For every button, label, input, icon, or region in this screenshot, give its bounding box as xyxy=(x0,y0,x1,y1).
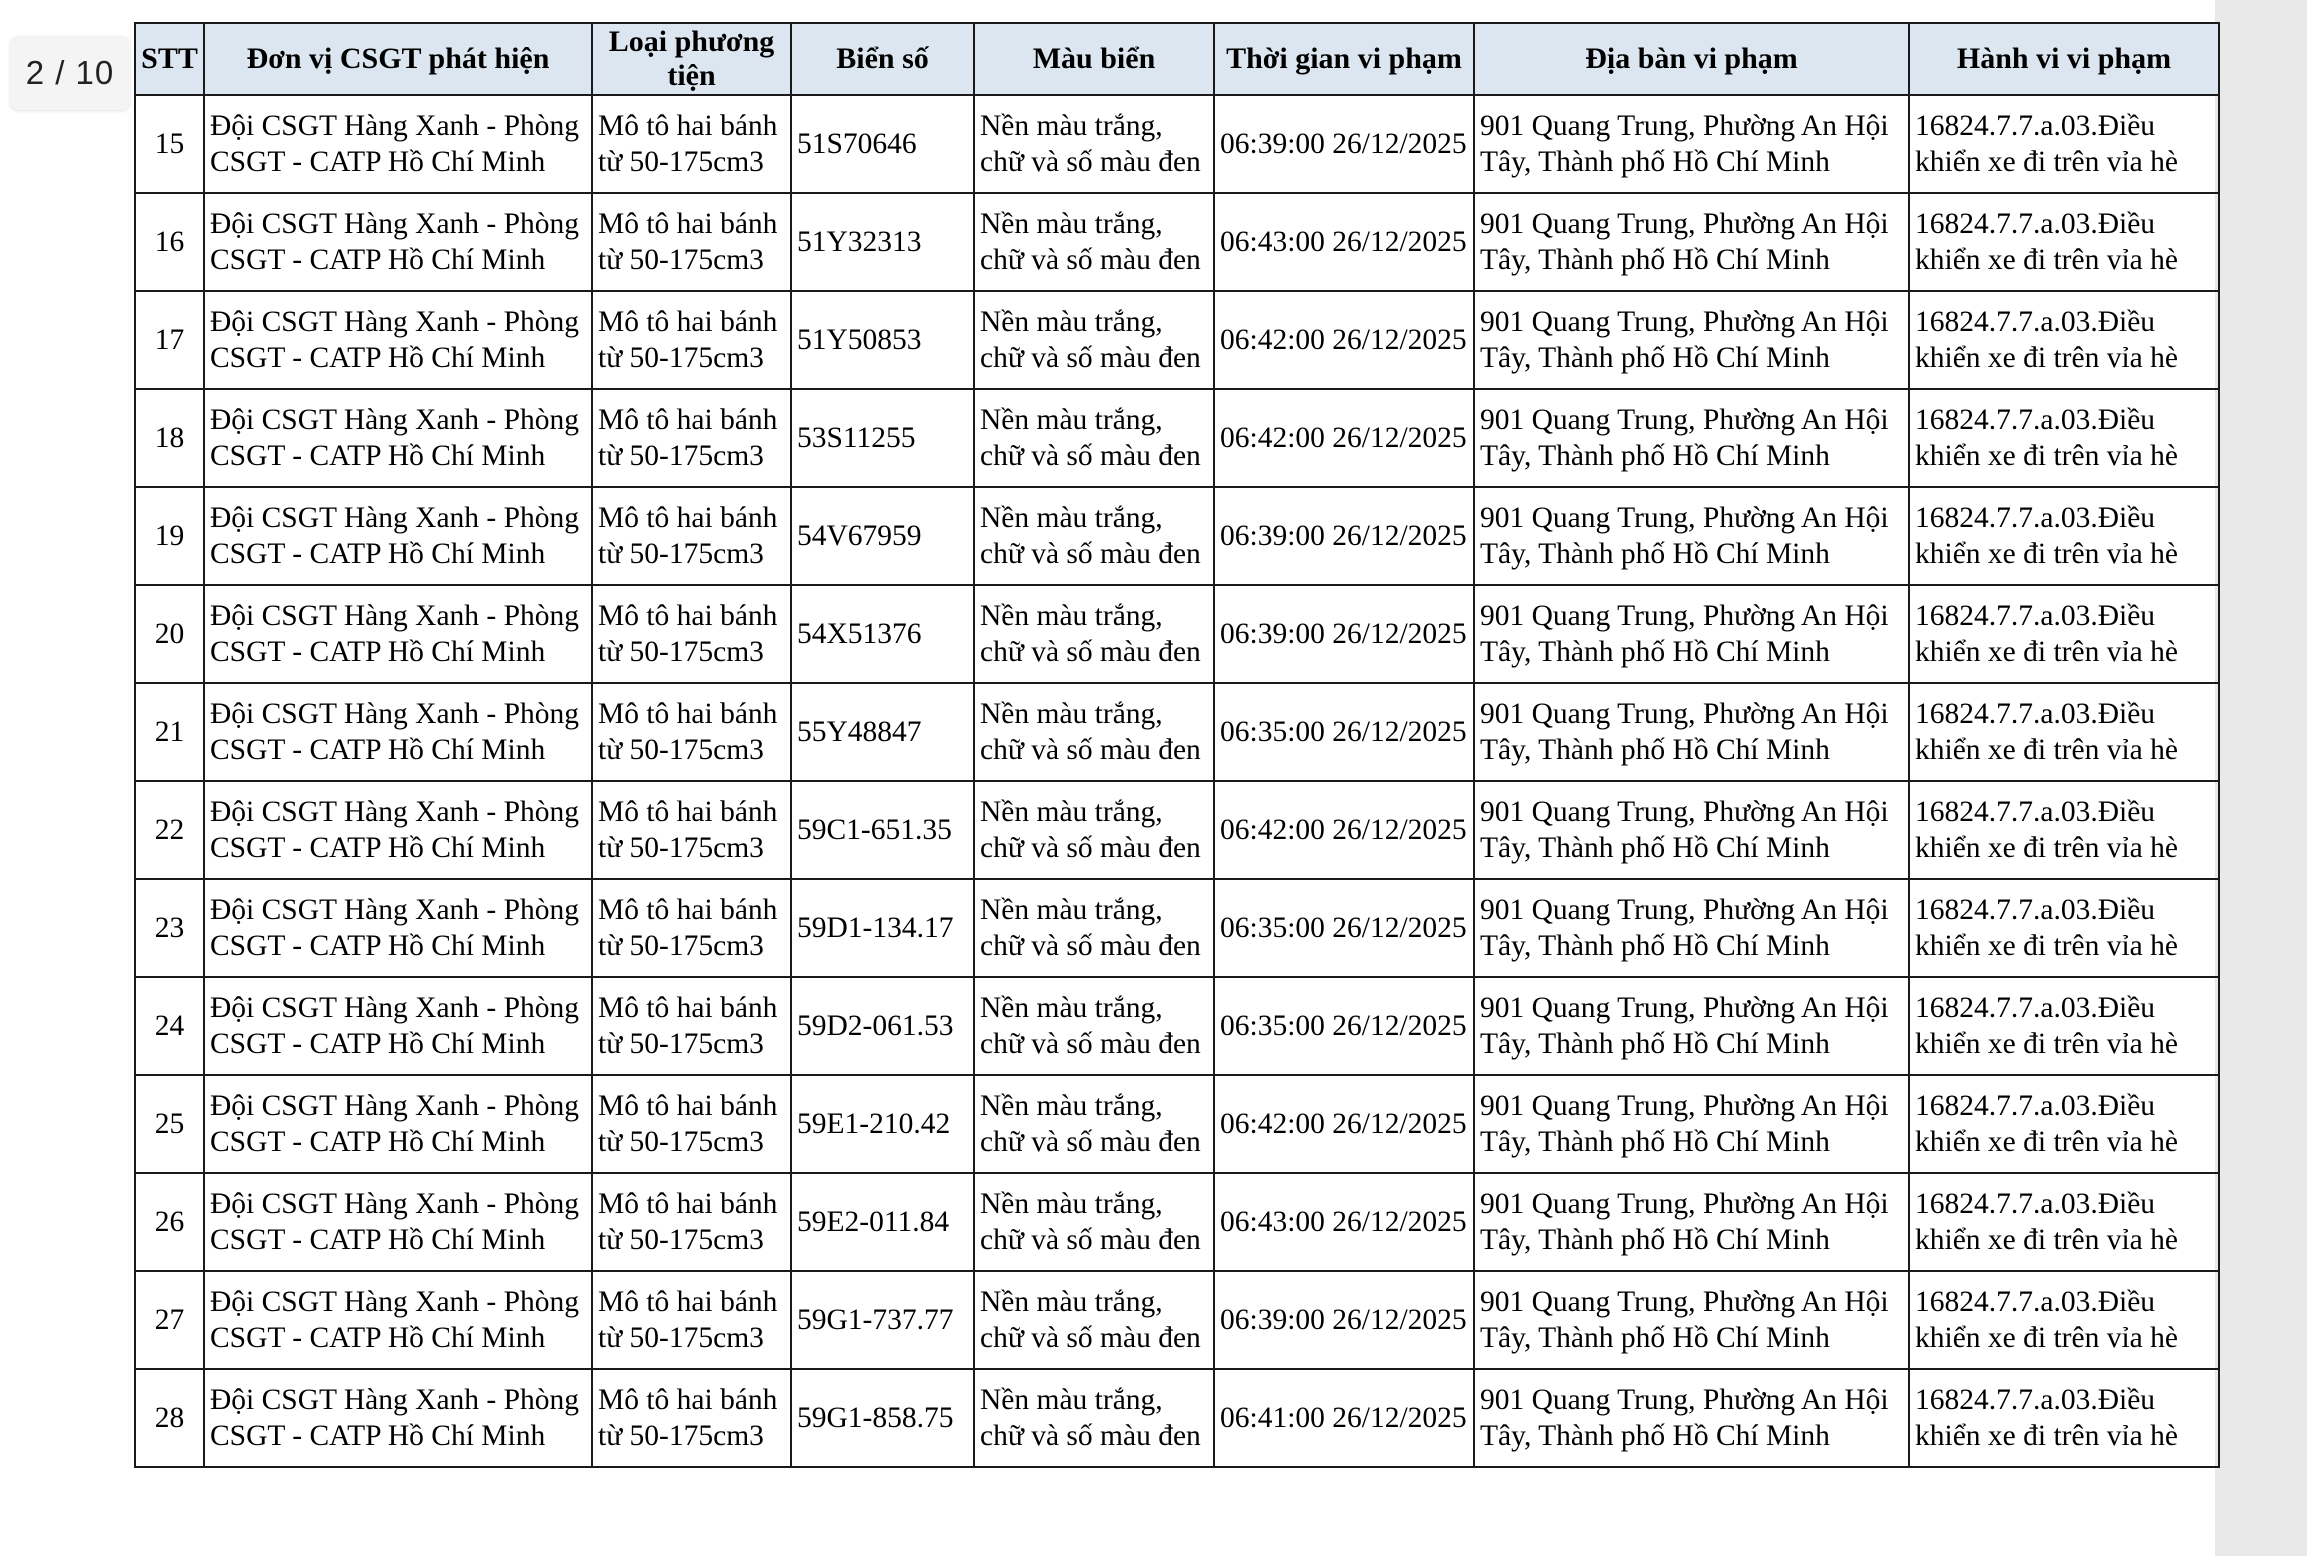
cell-violation-line: khiển xe đi trên vỉa hè xyxy=(1915,440,2178,472)
cell-violation xyxy=(1909,781,2219,879)
cell-location xyxy=(1474,193,1909,291)
cell-plate-color xyxy=(974,977,1214,1075)
cell-unit-line: Đội CSGT Hàng Xanh - Phòng xyxy=(210,796,580,828)
cell-violation xyxy=(1909,585,2219,683)
table-row xyxy=(135,585,2219,683)
cell-location-line: 901 Quang Trung, Phường An Hội xyxy=(1480,502,1889,534)
cell-location-line: Tây, Thành phố Hồ Chí Minh xyxy=(1480,1028,1830,1060)
cell-location-line: Tây, Thành phố Hồ Chí Minh xyxy=(1480,342,1830,374)
cell-vehicle-type-line: Mô tô hai bánh xyxy=(598,992,778,1024)
cell-stt: 23 xyxy=(135,879,204,977)
cell-vehicle-type-line: từ 50-175cm3 xyxy=(598,1322,764,1354)
cell-vehicle-type-line: từ 50-175cm3 xyxy=(598,1126,764,1158)
cell-violation-time: 06:35:00 26/12/2025 xyxy=(1214,879,1474,977)
cell-unit-line: CSGT - CATP Hồ Chí Minh xyxy=(210,1420,546,1452)
cell-location-line: Tây, Thành phố Hồ Chí Minh xyxy=(1480,1224,1830,1256)
cell-vehicle-type-line: Mô tô hai bánh xyxy=(598,698,778,730)
cell-vehicle-type xyxy=(592,977,791,1075)
cell-location-line: 901 Quang Trung, Phường An Hội xyxy=(1480,600,1889,632)
cell-vehicle-type-line: từ 50-175cm3 xyxy=(598,440,764,472)
cell-violation-line: 16824.7.7.a.03.Điều xyxy=(1915,1384,2156,1416)
cell-plate-color xyxy=(974,291,1214,389)
cell-vehicle-type-line: Mô tô hai bánh xyxy=(598,306,778,338)
cell-unit-line: CSGT - CATP Hồ Chí Minh xyxy=(210,440,546,472)
cell-unit xyxy=(204,1271,592,1369)
cell-plate-color-line: chữ và số màu đen xyxy=(980,1322,1201,1354)
cell-unit-line: CSGT - CATP Hồ Chí Minh xyxy=(210,1322,546,1354)
cell-plate-color-line: Nền màu trắng, xyxy=(980,600,1163,632)
table-row xyxy=(135,1369,2219,1467)
cell-unit-line: Đội CSGT Hàng Xanh - Phòng xyxy=(210,1188,580,1220)
cell-vehicle-type xyxy=(592,683,791,781)
table-body xyxy=(135,95,2219,1467)
cell-plate-color-line: Nền màu trắng, xyxy=(980,1286,1163,1318)
table-row xyxy=(135,291,2219,389)
cell-location xyxy=(1474,291,1909,389)
cell-unit xyxy=(204,487,592,585)
cell-stt: 24 xyxy=(135,977,204,1075)
cell-plate: 53S11255 xyxy=(791,389,974,487)
cell-plate-color-line: chữ và số màu đen xyxy=(980,636,1201,668)
cell-violation xyxy=(1909,487,2219,585)
table-row xyxy=(135,1173,2219,1271)
cell-unit-line: CSGT - CATP Hồ Chí Minh xyxy=(210,538,546,570)
cell-unit-line: Đội CSGT Hàng Xanh - Phòng xyxy=(210,208,580,240)
cell-violation xyxy=(1909,1173,2219,1271)
cell-plate: 59D1-134.17 xyxy=(791,879,974,977)
cell-unit xyxy=(204,585,592,683)
cell-plate: 59G1-737.77 xyxy=(791,1271,974,1369)
header-unit: Đơn vị CSGT phát hiện xyxy=(204,23,592,95)
cell-plate: 55Y48847 xyxy=(791,683,974,781)
cell-plate-color-line: chữ và số màu đen xyxy=(980,1224,1201,1256)
cell-plate-color-line: chữ và số màu đen xyxy=(980,440,1201,472)
table-row xyxy=(135,1075,2219,1173)
cell-plate-color xyxy=(974,683,1214,781)
cell-vehicle-type-line: từ 50-175cm3 xyxy=(598,832,764,864)
cell-location-line: 901 Quang Trung, Phường An Hội xyxy=(1480,796,1889,828)
cell-violation-line: 16824.7.7.a.03.Điều xyxy=(1915,110,2156,142)
cell-vehicle-type-line: Mô tô hai bánh xyxy=(598,502,778,534)
cell-plate-color-line: chữ và số màu đen xyxy=(980,538,1201,570)
cell-location-line: Tây, Thành phố Hồ Chí Minh xyxy=(1480,1322,1830,1354)
cell-vehicle-type xyxy=(592,585,791,683)
cell-vehicle-type-line: Mô tô hai bánh xyxy=(598,894,778,926)
cell-location xyxy=(1474,1075,1909,1173)
cell-violation-line: khiển xe đi trên vỉa hè xyxy=(1915,146,2178,178)
cell-stt: 18 xyxy=(135,389,204,487)
cell-violation xyxy=(1909,193,2219,291)
cell-violation-line: khiển xe đi trên vỉa hè xyxy=(1915,1224,2178,1256)
cell-vehicle-type-line: từ 50-175cm3 xyxy=(598,734,764,766)
cell-unit-line: Đội CSGT Hàng Xanh - Phòng xyxy=(210,502,580,534)
cell-unit xyxy=(204,1173,592,1271)
cell-violation-line: 16824.7.7.a.03.Điều xyxy=(1915,894,2156,926)
cell-unit-line: Đội CSGT Hàng Xanh - Phòng xyxy=(210,992,580,1024)
cell-location-line: 901 Quang Trung, Phường An Hội xyxy=(1480,992,1889,1024)
cell-plate: 59E1-210.42 xyxy=(791,1075,974,1173)
cell-violation-line: khiển xe đi trên vỉa hè xyxy=(1915,1322,2178,1354)
cell-violation-line: 16824.7.7.a.03.Điều xyxy=(1915,306,2156,338)
cell-location-line: 901 Quang Trung, Phường An Hội xyxy=(1480,1286,1889,1318)
cell-location-line: Tây, Thành phố Hồ Chí Minh xyxy=(1480,636,1830,668)
cell-violation xyxy=(1909,879,2219,977)
cell-vehicle-type xyxy=(592,879,791,977)
cell-unit-line: CSGT - CATP Hồ Chí Minh xyxy=(210,146,546,178)
table-row xyxy=(135,487,2219,585)
cell-violation-time: 06:43:00 26/12/2025 xyxy=(1214,193,1474,291)
header-plate-color: Màu biển xyxy=(974,23,1214,95)
cell-violation-line: khiển xe đi trên vỉa hè xyxy=(1915,636,2178,668)
cell-plate-color-line: chữ và số màu đen xyxy=(980,244,1201,276)
cell-location xyxy=(1474,1271,1909,1369)
cell-violation-time: 06:42:00 26/12/2025 xyxy=(1214,291,1474,389)
cell-stt: 19 xyxy=(135,487,204,585)
cell-location-line: Tây, Thành phố Hồ Chí Minh xyxy=(1480,832,1830,864)
cell-vehicle-type-line: Mô tô hai bánh xyxy=(598,110,778,142)
cell-violation xyxy=(1909,389,2219,487)
cell-vehicle-type-line: Mô tô hai bánh xyxy=(598,1090,778,1122)
cell-plate: 51S70646 xyxy=(791,95,974,193)
cell-plate-color-line: Nền màu trắng, xyxy=(980,110,1163,142)
cell-violation-line: khiển xe đi trên vỉa hè xyxy=(1915,244,2178,276)
cell-location-line: 901 Quang Trung, Phường An Hội xyxy=(1480,1188,1889,1220)
cell-plate: 59G1-858.75 xyxy=(791,1369,974,1467)
cell-plate-color-line: Nền màu trắng, xyxy=(980,404,1163,436)
cell-violation-line: 16824.7.7.a.03.Điều xyxy=(1915,992,2156,1024)
cell-plate: 54V67959 xyxy=(791,487,974,585)
cell-unit-line: Đội CSGT Hàng Xanh - Phòng xyxy=(210,306,580,338)
cell-unit xyxy=(204,683,592,781)
cell-violation-time: 06:42:00 26/12/2025 xyxy=(1214,781,1474,879)
header-plate: Biển số xyxy=(791,23,974,95)
header-vehicle-type: Loại phương tiện xyxy=(592,23,791,95)
cell-vehicle-type-line: Mô tô hai bánh xyxy=(598,1286,778,1318)
cell-location-line: 901 Quang Trung, Phường An Hội xyxy=(1480,306,1889,338)
cell-violation-line: 16824.7.7.a.03.Điều xyxy=(1915,600,2156,632)
cell-plate: 59E2-011.84 xyxy=(791,1173,974,1271)
cell-vehicle-type-line: Mô tô hai bánh xyxy=(598,1384,778,1416)
cell-vehicle-type-line: từ 50-175cm3 xyxy=(598,636,764,668)
cell-vehicle-type-line: từ 50-175cm3 xyxy=(598,930,764,962)
cell-location-line: Tây, Thành phố Hồ Chí Minh xyxy=(1480,146,1830,178)
cell-violation-time: 06:39:00 26/12/2025 xyxy=(1214,487,1474,585)
cell-unit-line: CSGT - CATP Hồ Chí Minh xyxy=(210,244,546,276)
cell-location xyxy=(1474,487,1909,585)
cell-location-line: Tây, Thành phố Hồ Chí Minh xyxy=(1480,734,1830,766)
cell-plate-color-line: Nền màu trắng, xyxy=(980,1090,1163,1122)
cell-violation-line: khiển xe đi trên vỉa hè xyxy=(1915,538,2178,570)
cell-stt: 17 xyxy=(135,291,204,389)
cell-plate-color-line: Nền màu trắng, xyxy=(980,894,1163,926)
cell-violation-line: khiển xe đi trên vỉa hè xyxy=(1915,734,2178,766)
cell-vehicle-type-line: từ 50-175cm3 xyxy=(598,1420,764,1452)
cell-unit xyxy=(204,879,592,977)
cell-violation-time: 06:35:00 26/12/2025 xyxy=(1214,683,1474,781)
cell-violation-time: 06:39:00 26/12/2025 xyxy=(1214,1271,1474,1369)
cell-unit xyxy=(204,1369,592,1467)
cell-location-line: 901 Quang Trung, Phường An Hội xyxy=(1480,1090,1889,1122)
cell-location xyxy=(1474,683,1909,781)
cell-plate-color-line: chữ và số màu đen xyxy=(980,1028,1201,1060)
cell-plate-color-line: Nền màu trắng, xyxy=(980,1188,1163,1220)
cell-location-line: Tây, Thành phố Hồ Chí Minh xyxy=(1480,538,1830,570)
cell-violation-line: 16824.7.7.a.03.Điều xyxy=(1915,1090,2156,1122)
cell-plate-color xyxy=(974,487,1214,585)
cell-violation xyxy=(1909,95,2219,193)
cell-unit-line: Đội CSGT Hàng Xanh - Phòng xyxy=(210,1384,580,1416)
cell-location-line: 901 Quang Trung, Phường An Hội xyxy=(1480,110,1889,142)
cell-unit-line: CSGT - CATP Hồ Chí Minh xyxy=(210,636,546,668)
cell-plate-color-line: Nền màu trắng, xyxy=(980,502,1163,534)
cell-location xyxy=(1474,389,1909,487)
cell-vehicle-type-line: từ 50-175cm3 xyxy=(598,342,764,374)
cell-unit xyxy=(204,977,592,1075)
cell-plate-color-line: Nền màu trắng, xyxy=(980,208,1163,240)
cell-plate-color-line: chữ và số màu đen xyxy=(980,930,1201,962)
table-row xyxy=(135,879,2219,977)
cell-location xyxy=(1474,1369,1909,1467)
cell-violation-line: 16824.7.7.a.03.Điều xyxy=(1915,404,2156,436)
cell-vehicle-type xyxy=(592,389,791,487)
cell-stt: 20 xyxy=(135,585,204,683)
cell-unit-line: CSGT - CATP Hồ Chí Minh xyxy=(210,1126,546,1158)
cell-plate-color-line: chữ và số màu đen xyxy=(980,146,1201,178)
cell-unit-line: Đội CSGT Hàng Xanh - Phòng xyxy=(210,894,580,926)
cell-location-line: 901 Quang Trung, Phường An Hội xyxy=(1480,698,1889,730)
cell-violation xyxy=(1909,1271,2219,1369)
cell-plate-color xyxy=(974,95,1214,193)
cell-violation xyxy=(1909,291,2219,389)
cell-plate-color xyxy=(974,1075,1214,1173)
cell-location xyxy=(1474,1173,1909,1271)
cell-plate-color xyxy=(974,585,1214,683)
cell-unit-line: CSGT - CATP Hồ Chí Minh xyxy=(210,734,546,766)
cell-unit-line: Đội CSGT Hàng Xanh - Phòng xyxy=(210,404,580,436)
table-row xyxy=(135,389,2219,487)
cell-plate: 51Y50853 xyxy=(791,291,974,389)
cell-plate: 59D2-061.53 xyxy=(791,977,974,1075)
cell-location-line: Tây, Thành phố Hồ Chí Minh xyxy=(1480,440,1830,472)
cell-plate: 59C1-651.35 xyxy=(791,781,974,879)
cell-vehicle-type-line: Mô tô hai bánh xyxy=(598,600,778,632)
cell-plate-color-line: chữ và số màu đen xyxy=(980,832,1201,864)
cell-plate-color xyxy=(974,193,1214,291)
cell-violation-line: khiển xe đi trên vỉa hè xyxy=(1915,342,2178,374)
table-row xyxy=(135,1271,2219,1369)
cell-violation-time: 06:35:00 26/12/2025 xyxy=(1214,977,1474,1075)
cell-location xyxy=(1474,879,1909,977)
table-row xyxy=(135,781,2219,879)
cell-location-line: Tây, Thành phố Hồ Chí Minh xyxy=(1480,930,1830,962)
table-row xyxy=(135,977,2219,1075)
cell-violation-line: 16824.7.7.a.03.Điều xyxy=(1915,1286,2156,1318)
cell-vehicle-type-line: từ 50-175cm3 xyxy=(598,538,764,570)
cell-unit-line: Đội CSGT Hàng Xanh - Phòng xyxy=(210,600,580,632)
cell-plate-color-line: Nền màu trắng, xyxy=(980,992,1163,1024)
cell-violation-line: khiển xe đi trên vỉa hè xyxy=(1915,1028,2178,1060)
cell-plate-color xyxy=(974,1173,1214,1271)
header-violation: Hành vi vi phạm xyxy=(1909,23,2219,95)
cell-plate-color xyxy=(974,879,1214,977)
cell-vehicle-type-line: từ 50-175cm3 xyxy=(598,1224,764,1256)
header-violation-time: Thời gian vi phạm xyxy=(1214,23,1474,95)
cell-unit-line: Đội CSGT Hàng Xanh - Phòng xyxy=(210,110,580,142)
cell-stt: 27 xyxy=(135,1271,204,1369)
cell-vehicle-type-line: từ 50-175cm3 xyxy=(598,244,764,276)
cell-location-line: Tây, Thành phố Hồ Chí Minh xyxy=(1480,244,1830,276)
cell-vehicle-type-line: Mô tô hai bánh xyxy=(598,404,778,436)
cell-vehicle-type-line: Mô tô hai bánh xyxy=(598,208,778,240)
cell-violation-time: 06:42:00 26/12/2025 xyxy=(1214,389,1474,487)
cell-stt: 16 xyxy=(135,193,204,291)
cell-plate-color-line: Nền màu trắng, xyxy=(980,1384,1163,1416)
cell-vehicle-type-line: Mô tô hai bánh xyxy=(598,796,778,828)
cell-vehicle-type-line: từ 50-175cm3 xyxy=(598,146,764,178)
cell-stt: 26 xyxy=(135,1173,204,1271)
cell-unit-line: Đội CSGT Hàng Xanh - Phòng xyxy=(210,698,580,730)
cell-vehicle-type-line: Mô tô hai bánh xyxy=(598,1188,778,1220)
cell-vehicle-type xyxy=(592,1075,791,1173)
cell-violation-line: khiển xe đi trên vỉa hè xyxy=(1915,930,2178,962)
cell-vehicle-type xyxy=(592,95,791,193)
cell-location-line: Tây, Thành phố Hồ Chí Minh xyxy=(1480,1420,1830,1452)
cell-stt: 28 xyxy=(135,1369,204,1467)
table-header-row xyxy=(135,23,2219,95)
cell-plate-color xyxy=(974,781,1214,879)
cell-plate: 51Y32313 xyxy=(791,193,974,291)
cell-location xyxy=(1474,585,1909,683)
cell-violation xyxy=(1909,1369,2219,1467)
cell-violation-line: khiển xe đi trên vỉa hè xyxy=(1915,1420,2178,1452)
cell-violation-time: 06:39:00 26/12/2025 xyxy=(1214,95,1474,193)
cell-vehicle-type xyxy=(592,1369,791,1467)
cell-location xyxy=(1474,95,1909,193)
cell-unit xyxy=(204,389,592,487)
cell-plate-color-line: Nền màu trắng, xyxy=(980,698,1163,730)
cell-location-line: 901 Quang Trung, Phường An Hội xyxy=(1480,208,1889,240)
cell-stt: 21 xyxy=(135,683,204,781)
cell-vehicle-type xyxy=(592,1173,791,1271)
cell-unit xyxy=(204,781,592,879)
cell-unit-line: Đội CSGT Hàng Xanh - Phòng xyxy=(210,1286,580,1318)
cell-plate: 54X51376 xyxy=(791,585,974,683)
cell-unit xyxy=(204,193,592,291)
cell-violation-time: 06:43:00 26/12/2025 xyxy=(1214,1173,1474,1271)
cell-violation-line: khiển xe đi trên vỉa hè xyxy=(1915,832,2178,864)
cell-unit-line: CSGT - CATP Hồ Chí Minh xyxy=(210,1028,546,1060)
cell-location xyxy=(1474,977,1909,1075)
cell-stt: 25 xyxy=(135,1075,204,1173)
cell-plate-color xyxy=(974,1369,1214,1467)
cell-unit-line: CSGT - CATP Hồ Chí Minh xyxy=(210,1224,546,1256)
table-row xyxy=(135,95,2219,193)
cell-vehicle-type xyxy=(592,291,791,389)
cell-vehicle-type xyxy=(592,1271,791,1369)
cell-unit xyxy=(204,95,592,193)
cell-violation-time: 06:42:00 26/12/2025 xyxy=(1214,1075,1474,1173)
table-row xyxy=(135,683,2219,781)
cell-location-line: 901 Quang Trung, Phường An Hội xyxy=(1480,1384,1889,1416)
header-stt: STT xyxy=(135,23,204,95)
cell-unit xyxy=(204,1075,592,1173)
cell-violation-time: 06:39:00 26/12/2025 xyxy=(1214,585,1474,683)
cell-location-line: Tây, Thành phố Hồ Chí Minh xyxy=(1480,1126,1830,1158)
cell-violation-line: 16824.7.7.a.03.Điều xyxy=(1915,208,2156,240)
cell-unit-line: Đội CSGT Hàng Xanh - Phòng xyxy=(210,1090,580,1122)
cell-violation xyxy=(1909,683,2219,781)
cell-location-line: 901 Quang Trung, Phường An Hội xyxy=(1480,894,1889,926)
cell-stt: 22 xyxy=(135,781,204,879)
cell-vehicle-type-line: từ 50-175cm3 xyxy=(598,1028,764,1060)
cell-plate-color-line: chữ và số màu đen xyxy=(980,734,1201,766)
cell-vehicle-type xyxy=(592,781,791,879)
cell-location xyxy=(1474,781,1909,879)
cell-vehicle-type xyxy=(592,193,791,291)
cell-unit-line: CSGT - CATP Hồ Chí Minh xyxy=(210,930,546,962)
cell-location-line: 901 Quang Trung, Phường An Hội xyxy=(1480,404,1889,436)
cell-unit xyxy=(204,291,592,389)
cell-violation-time: 06:41:00 26/12/2025 xyxy=(1214,1369,1474,1467)
cell-plate-color-line: chữ và số màu đen xyxy=(980,1126,1201,1158)
page-indicator[interactable]: 2 / 10 xyxy=(10,36,130,110)
cell-unit-line: CSGT - CATP Hồ Chí Minh xyxy=(210,832,546,864)
cell-vehicle-type xyxy=(592,487,791,585)
cell-violation-line: 16824.7.7.a.03.Điều xyxy=(1915,502,2156,534)
cell-plate-color-line: chữ và số màu đen xyxy=(980,1420,1201,1452)
cell-violation xyxy=(1909,1075,2219,1173)
cell-plate-color-line: chữ và số màu đen xyxy=(980,342,1201,374)
table-row xyxy=(135,193,2219,291)
header-location: Địa bàn vi phạm xyxy=(1474,23,1909,95)
cell-violation-line: 16824.7.7.a.03.Điều xyxy=(1915,698,2156,730)
cell-violation-line: 16824.7.7.a.03.Điều xyxy=(1915,796,2156,828)
cell-plate-color xyxy=(974,1271,1214,1369)
cell-plate-color-line: Nền màu trắng, xyxy=(980,796,1163,828)
cell-plate-color-line: Nền màu trắng, xyxy=(980,306,1163,338)
cell-violation-line: 16824.7.7.a.03.Điều xyxy=(1915,1188,2156,1220)
cell-violation-line: khiển xe đi trên vỉa hè xyxy=(1915,1126,2178,1158)
cell-stt: 15 xyxy=(135,95,204,193)
cell-plate-color xyxy=(974,389,1214,487)
violations-table xyxy=(134,22,2220,1468)
cell-violation xyxy=(1909,977,2219,1075)
cell-unit-line: CSGT - CATP Hồ Chí Minh xyxy=(210,342,546,374)
